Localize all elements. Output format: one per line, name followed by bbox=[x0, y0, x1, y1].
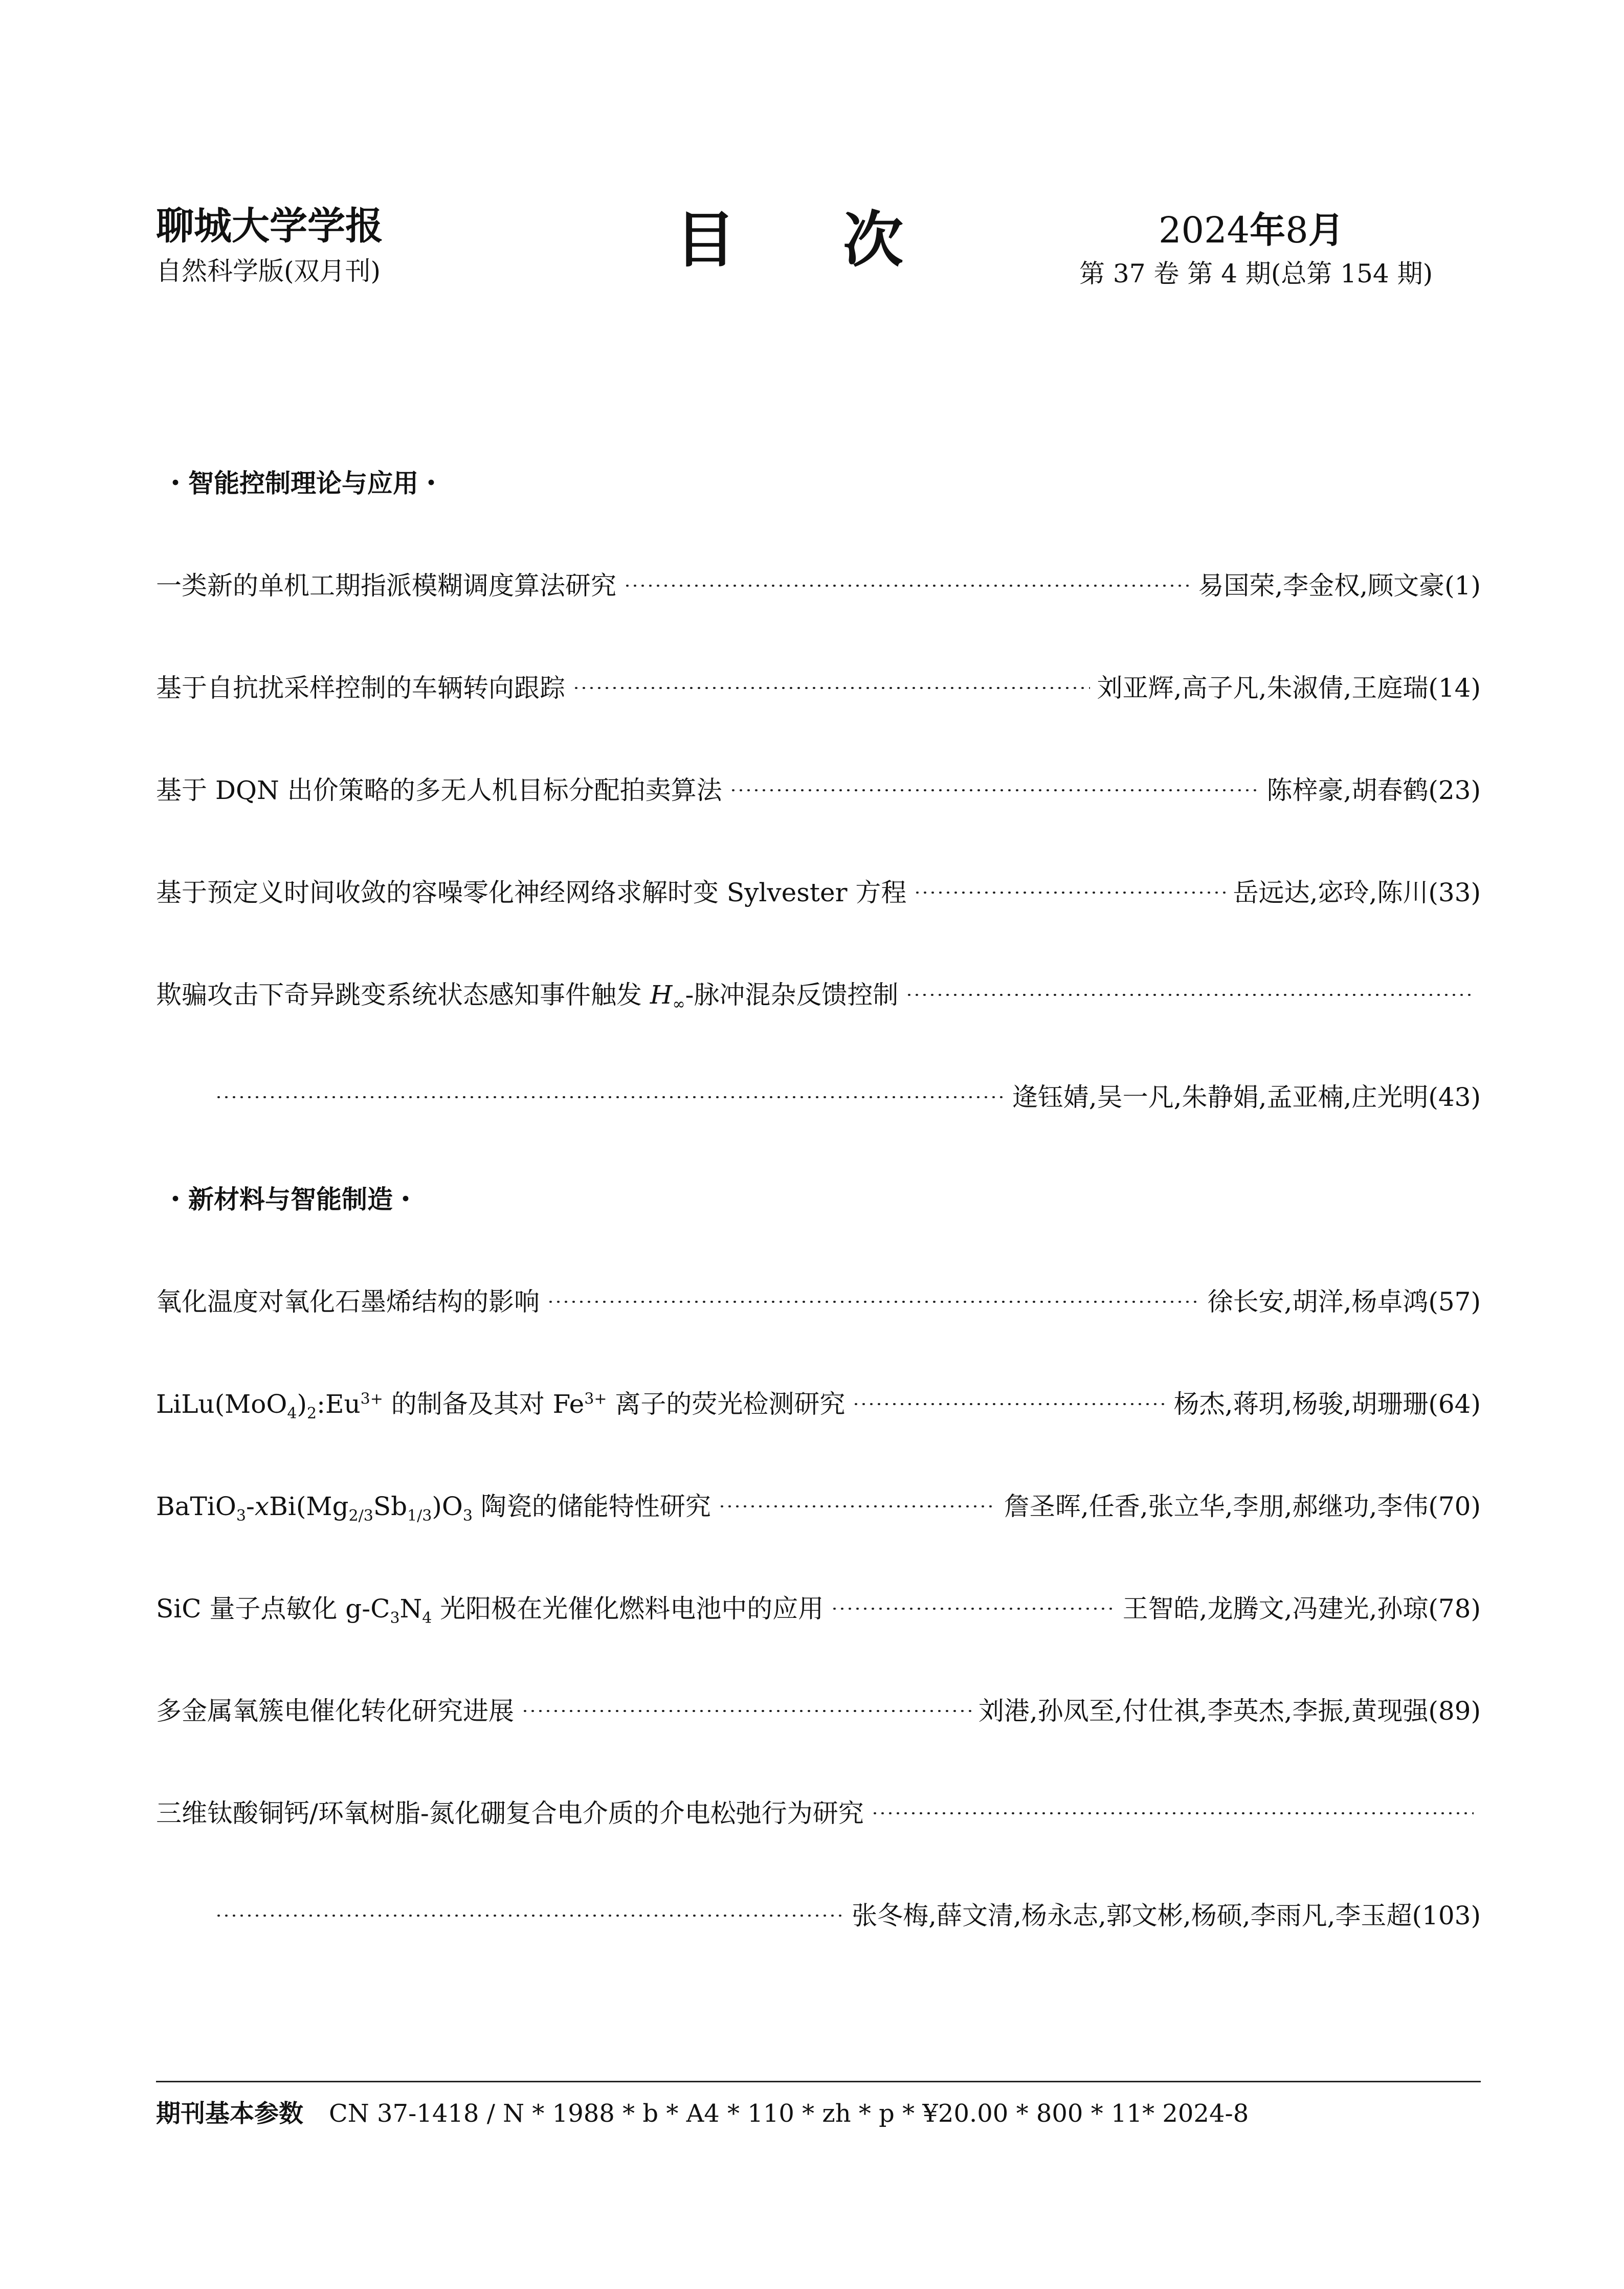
leader-dots bbox=[914, 892, 1226, 894]
journal-parameters bbox=[156, 2101, 1249, 2126]
leader-dots bbox=[905, 994, 1474, 996]
toc-entry[interactable] bbox=[156, 1795, 1481, 1831]
leader-dots bbox=[831, 1608, 1115, 1610]
parameters-values: CN 37-1418 / N * 1988 * b * A4 * 110 * zh * p * ¥20.00 * 800 * 11* 2024-8 bbox=[329, 2099, 1249, 2128]
toc-entry[interactable] bbox=[156, 772, 1481, 808]
article-title: 多金属氧簇电催化转化研究进展 bbox=[156, 1696, 514, 1726]
article-title: SiC 量子点敏化 $g-C_3N_4$ 光阳极在光催化燃料电池中的应用 bbox=[156, 1594, 824, 1627]
article-title: 基于 DQN 出价策略的多无人机目标分配拍卖算法 bbox=[156, 775, 722, 805]
article-authors: 逄钰婧,吴一凡,朱静娟,孟亚楠,庄光明(43) bbox=[1012, 1082, 1481, 1112]
article-authors: 杨杰,蒋玥,杨骏,胡珊珊(64) bbox=[1173, 1389, 1481, 1419]
leader-dots bbox=[215, 1096, 1005, 1098]
toc-entry[interactable] bbox=[156, 568, 1481, 604]
leader-dots bbox=[521, 1710, 971, 1712]
date-year-unit: 年 bbox=[1250, 209, 1286, 251]
toc-entry[interactable] bbox=[156, 1591, 1481, 1627]
date-month-unit: 月 bbox=[1308, 209, 1344, 251]
article-title: 欺骗攻击下奇异跳变系统状态感知事件触发 $H_\infty-$脉冲混杂反馈控制 bbox=[156, 980, 899, 1013]
toc-entry[interactable] bbox=[156, 1693, 1481, 1729]
journal-edition: 自然科学版(双月刊) bbox=[156, 256, 381, 286]
leader-dots bbox=[729, 789, 1260, 791]
article-title: 三维钛酸铜钙/环氧树脂-氮化硼复合电介质的介电松弛行为研究 bbox=[156, 1798, 864, 1828]
article-authors: 张冬梅,薛文清,杨永志,郭文彬,杨硕,李雨凡,李玉超(103) bbox=[852, 1901, 1481, 1930]
article-title: 一类新的单机工期指派模糊调度算法研究 bbox=[156, 571, 616, 601]
leader-dots bbox=[572, 687, 1090, 689]
article-title: 基于自抗扰采样控制的车辆转向跟踪 bbox=[156, 673, 565, 703]
leader-dots bbox=[215, 1915, 844, 1917]
toc-entry-continued[interactable] bbox=[215, 1079, 1481, 1115]
journal-name: 聊城大学学报 bbox=[156, 204, 383, 248]
leader-dots bbox=[718, 1505, 997, 1507]
footer-rule bbox=[156, 2081, 1481, 2082]
issue-info: 第 37 卷 第 4 期(总第 154 期) bbox=[1079, 259, 1433, 288]
toc-entry[interactable] bbox=[156, 1488, 1481, 1524]
article-title: 基于预定义时间收敛的容噪零化神经网络求解时变 Sylvester 方程 bbox=[156, 878, 907, 907]
leader-dots bbox=[871, 1812, 1474, 1814]
leader-dots bbox=[852, 1403, 1166, 1405]
toc-entry[interactable] bbox=[156, 1284, 1481, 1320]
toc-entry[interactable] bbox=[156, 875, 1481, 910]
leader-dots bbox=[547, 1301, 1200, 1303]
toc-entry-continued[interactable] bbox=[215, 1898, 1481, 1934]
section-title: ・新材料与智能制造・ bbox=[163, 1185, 418, 1214]
issue-date bbox=[1159, 209, 1344, 251]
article-title: $LiLu(MoO_4)_2:Eu^{3+}$ 的制备及其对 $Fe^{3+}$ 离子的荧光检测研究 bbox=[156, 1389, 846, 1423]
article-authors: 徐长安,胡洋,杨卓鸿(57) bbox=[1207, 1287, 1481, 1317]
article-authors: 王智皓,龙腾文,冯建光,孙琼(78) bbox=[1122, 1594, 1481, 1624]
toc-entry[interactable] bbox=[156, 1386, 1481, 1422]
article-authors: 刘亚辉,高子凡,朱淑倩,王庭瑞(14) bbox=[1097, 673, 1481, 703]
toc-entry[interactable] bbox=[156, 977, 1481, 1013]
toc-entry[interactable] bbox=[156, 670, 1481, 706]
article-authors: 陈梓豪,胡春鹤(23) bbox=[1266, 775, 1481, 805]
article-title: $BaTiO_3-xBi(Mg_{2/3}Sb_{1/3})O_3$ 陶瓷的储能特性研究 bbox=[156, 1492, 711, 1525]
article-title: 氧化温度对氧化石墨烯结构的影响 bbox=[156, 1287, 540, 1317]
parameters-label: 期刊基本参数 bbox=[156, 2099, 304, 2128]
date-month: 8 bbox=[1285, 209, 1308, 251]
date-year: 2024 bbox=[1159, 209, 1250, 251]
article-authors: 岳远达,宓玲,陈川(33) bbox=[1233, 878, 1481, 907]
section-title: ・智能控制理论与应用・ bbox=[163, 469, 444, 498]
article-authors: 易国荣,李金权,顾文豪(1) bbox=[1198, 571, 1481, 601]
leader-dots bbox=[624, 585, 1191, 587]
article-authors: 詹圣晖,任香,张立华,李朋,郝继功,李伟(70) bbox=[1004, 1492, 1481, 1521]
article-authors: 刘港,孙凤至,付仕祺,李英杰,李振,黄现强(89) bbox=[978, 1696, 1481, 1726]
toc-title: 目次 bbox=[675, 205, 1011, 275]
